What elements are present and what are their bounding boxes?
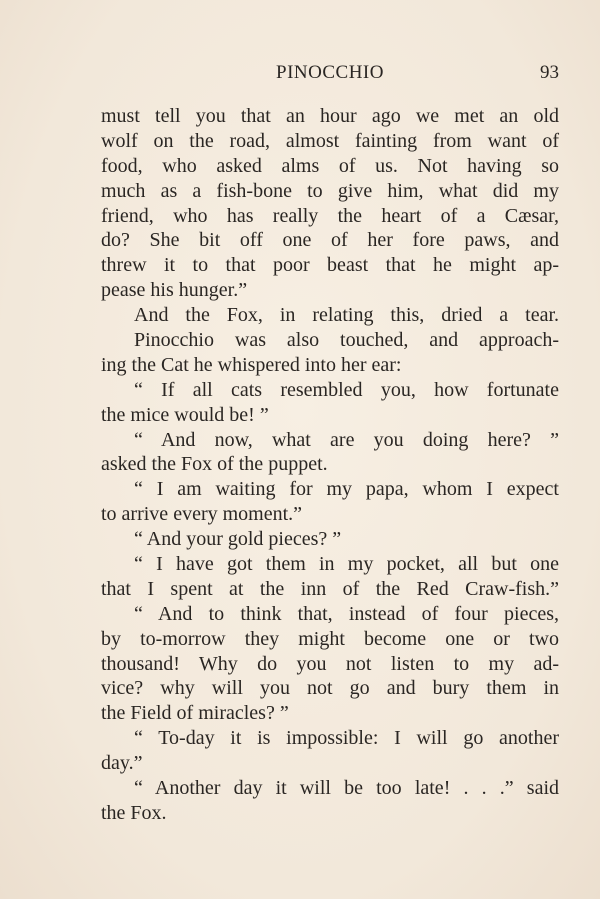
running-title: PINOCCHIO <box>276 62 384 83</box>
text-line: the Fox. <box>101 801 167 824</box>
text-line: “ To-day it is impossible: I will go another <box>134 727 559 750</box>
text-line: friend, who has really the heart of a Cæsar, <box>101 204 559 227</box>
text-line: asked the Fox of the puppet. <box>101 453 328 476</box>
text-line: the Field of miracles? ” <box>101 702 289 725</box>
text-line: “ I am waiting for my papa, whom I expect <box>134 478 559 501</box>
text-line: threw it to that poor beast that he might ap- <box>101 254 559 277</box>
text-line: “ I have got them in my pocket, all but one <box>134 553 559 576</box>
text-line: day.” <box>101 752 143 775</box>
text-line: to arrive every moment.” <box>101 503 303 526</box>
running-header <box>101 62 559 90</box>
text-line: the mice would be! ” <box>101 403 269 426</box>
text-line: “ And now, what are you doing here? ” <box>134 428 559 451</box>
text-line: “ And to think that, instead of four pieces, <box>134 602 559 625</box>
text-line: that I spent at the inn of the Red Craw-fish.” <box>101 577 559 600</box>
text-line: much as a fish-bone to give him, what did my <box>101 179 559 202</box>
text-line: by to-morrow they might become one or two <box>101 627 559 650</box>
text-line: And the Fox, in relating this, dried a tear. <box>134 304 559 327</box>
text-line: Pinocchio was also touched, and approach- <box>134 329 559 352</box>
text-line: food, who asked alms of us. Not having so <box>101 154 559 177</box>
text-line: vice? why will you not go and bury them in <box>101 677 559 700</box>
text-line: do? She bit off one of her fore paws, and <box>101 229 559 252</box>
text-line: “ Another day it will be too late! . . .” said <box>134 777 559 800</box>
page-number: 93 <box>540 62 559 83</box>
text-line: wolf on the road, almost fainting from want of <box>101 129 559 152</box>
text-line: “ If all cats resembled you, how fortunate <box>134 378 559 401</box>
body-text <box>101 104 559 826</box>
text-line: pease his hunger.” <box>101 279 248 302</box>
text-line: “ And your gold pieces? ” <box>134 528 342 551</box>
text-line: ing the Cat he whispered into her ear: <box>101 353 402 376</box>
text-line: thousand! Why do you not listen to my ad- <box>101 652 559 675</box>
text-line: must tell you that an hour ago we met an old <box>101 105 559 127</box>
